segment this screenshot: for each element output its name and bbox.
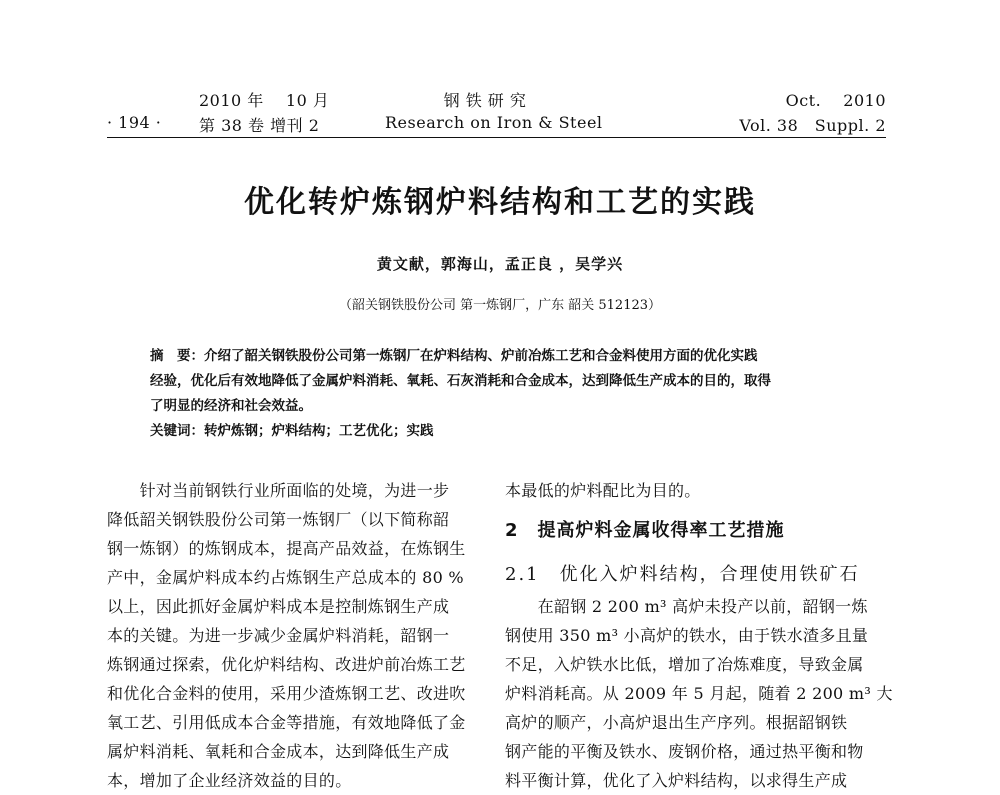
journal-title-cn: 钢 铁 研 究	[443, 91, 527, 110]
body-line: 料平衡计算，优化了入炉料结构，以求得生产成	[505, 771, 848, 790]
subsection-heading: 2.1 优化入炉料结构，合理使用铁矿石	[505, 564, 860, 585]
body-line: 产中，金属炉料成本约占炼钢生产总成本的 80 %	[107, 568, 464, 587]
abstract-line: 了明显的经济和社会效益。	[150, 398, 312, 414]
article-title: 优化转炉炼钢炉料结构和工艺的实践	[244, 185, 756, 220]
body-line: 氧工艺、引用低成本合金等措施，有效地降低了金	[107, 713, 466, 732]
header-date-en: Oct. 2010	[785, 91, 886, 110]
body-line: 和优化合金料的使用，采用少渣炼钢工艺、改进吹	[107, 684, 466, 703]
body-line: 钢使用 350 m³ 小高炉的铁水，由于铁水渣多且量	[505, 626, 869, 645]
body-line: 本，增加了企业经济效益的目的。	[107, 771, 352, 790]
body-line: 本最低的炉料配比为目的。	[505, 481, 701, 500]
body-line: 降低韶关钢铁股份公司第一炼钢厂（以下简称韶	[107, 510, 450, 529]
abstract-line: 经验，优化后有效地降低了金属炉料消耗、氧耗、石灰消耗和合金成本，达到降低生产成本的目的，取得	[150, 373, 771, 389]
header-rule	[107, 137, 886, 138]
header-volume-en: Vol. 38 Suppl. 2	[739, 116, 886, 135]
body-line: 炉料消耗高。从 2009 年 5 月起，随着 2 200 m³ 大	[505, 684, 893, 703]
article-affiliation: （韶关钢铁股份公司 第一炼钢厂，广东 韶关 512123）	[338, 298, 662, 313]
body-line: 不足，入炉铁水比低，增加了冶炼难度，导致金属	[505, 655, 864, 674]
body-line: 在韶钢 2 200 m³ 高炉未投产以前，韶钢一炼	[505, 597, 868, 616]
keywords: 关键词：转炉炼钢；炉料结构；工艺优化；实践	[150, 423, 434, 439]
body-line: 本的关键。为进一步减少金属炉料消耗，韶钢一	[107, 626, 450, 645]
body-line: 高炉的顺产，小高炉退出生产序列。根据韶钢铁	[505, 713, 848, 732]
journal-title-en: Research on Iron & Steel	[385, 113, 603, 132]
header-volume-cn: 第 38 卷 增刊 2	[199, 116, 320, 135]
body-line: 针对当前钢铁行业所面临的处境，为进一步	[107, 481, 450, 500]
body-line: 属炉料消耗、氧耗和合金成本，达到降低生产成	[107, 742, 450, 761]
body-line: 以上，因此抓好金属炉料成本是控制炼钢生产成	[107, 597, 450, 616]
body-line: 钢产能的平衡及铁水、废钢价格，通过热平衡和物	[505, 742, 864, 761]
header-date-cn: 2010 年 10 月	[199, 91, 330, 110]
body-line: 炼钢通过探索，优化炉料结构、改进炉前冶炼工艺	[107, 655, 466, 674]
section-heading: 2 提高炉料金属收得率工艺措施	[505, 520, 785, 541]
body-line: 钢一炼钢）的炼钢成本，提高产品效益，在炼钢生	[107, 539, 466, 558]
page-number: · 194 ·	[107, 113, 162, 132]
article-authors: 黄文献，郭海山，孟正良 ，吴学兴	[376, 255, 624, 273]
abstract-line: 摘 要：介绍了韶关钢铁股份公司第一炼钢厂在炉料结构、炉前冶炼工艺和合金料使用方面的优化实践	[150, 348, 758, 364]
